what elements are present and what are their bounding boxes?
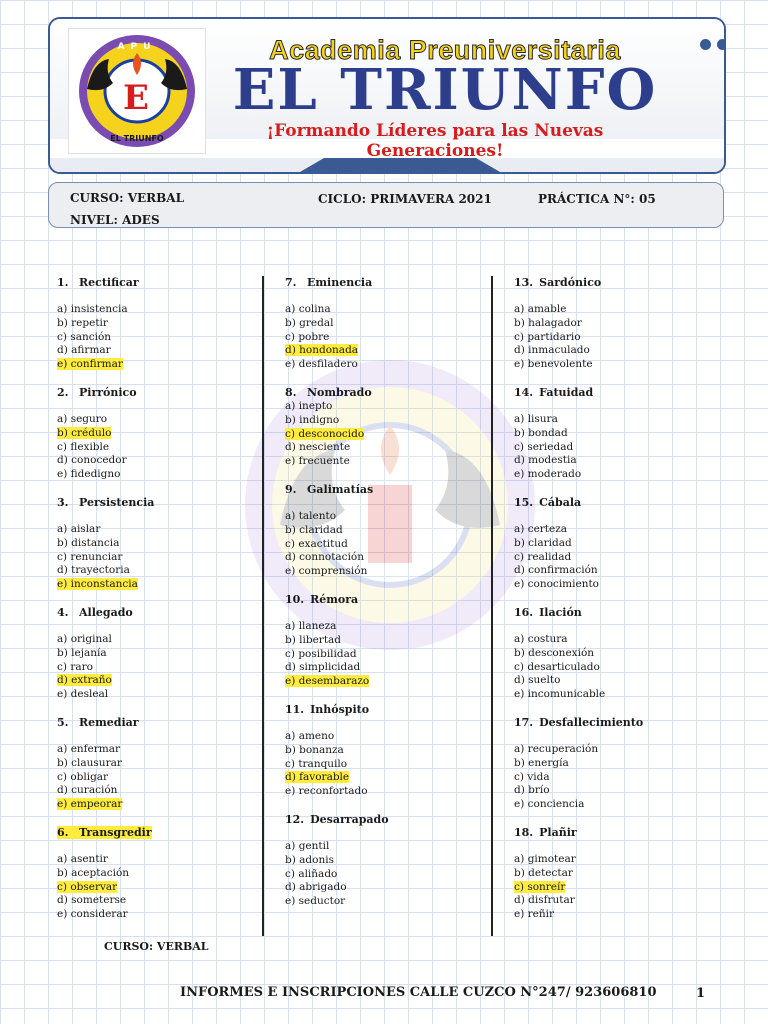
question-number: 8. <box>285 385 297 399</box>
answer-option: a) llaneza <box>285 619 337 632</box>
svg-text:APU: APU <box>117 42 157 52</box>
answer-option: e) incomunicable <box>514 688 606 701</box>
dot-icon <box>700 39 711 50</box>
question-block <box>57 826 257 936</box>
answer-option: e) reñir <box>514 908 555 921</box>
question-word: Persistencia <box>79 495 155 509</box>
question-block <box>514 826 714 936</box>
answer-option: b) bondad <box>514 426 568 439</box>
question-block <box>285 593 485 703</box>
question-word: Allegado <box>79 605 133 619</box>
logo-emblem-icon <box>69 29 205 153</box>
question-title <box>285 593 485 607</box>
answer-option: c) desarticulado <box>514 660 600 673</box>
answer-option: c) sonreír <box>514 880 566 893</box>
column-divider <box>491 276 493 936</box>
academy-title: Academia Preuniversitaria <box>269 35 621 65</box>
answer-option: c) aliñado <box>285 867 338 880</box>
question-word: Sardónico <box>539 276 602 289</box>
answer-option: a) original <box>57 632 112 645</box>
answer-option: d) suelto <box>514 674 561 687</box>
answer-option: d) inmaculado <box>514 344 590 357</box>
answer-option: c) partidario <box>514 330 581 343</box>
answer-option: a) inepto <box>285 399 333 412</box>
question-number: 5. <box>57 715 69 729</box>
question-word: Rémora <box>310 592 359 606</box>
question-block <box>514 276 714 386</box>
slogan: ¡Formando Líderes para las Nuevas Generaciones! <box>266 121 604 161</box>
answer-option: e) frecuente <box>285 455 350 468</box>
question-word: Galimatías <box>307 482 374 496</box>
answer-option: b) claridad <box>514 536 572 549</box>
answer-option: b) distancia <box>57 536 120 549</box>
answer-option: c) posibilidad <box>285 647 357 660</box>
question-word: Desfallecimiento <box>539 715 644 729</box>
question-title <box>514 496 714 510</box>
question-title <box>57 386 257 400</box>
question-block <box>285 386 485 483</box>
answer-option: b) claridad <box>285 523 343 536</box>
question-number: 9. <box>285 482 297 496</box>
question-word: Transgredir <box>79 825 152 839</box>
answer-option: b) clausurar <box>57 756 122 769</box>
question-title <box>514 606 714 620</box>
question-title <box>514 276 714 290</box>
answer-option: c) sanción <box>57 330 112 343</box>
answer-option: a) aislar <box>57 522 101 535</box>
question-column-3 <box>514 276 714 936</box>
question-word: Eminencia <box>307 276 373 289</box>
question-number: 3. <box>57 495 69 509</box>
question-title <box>57 606 257 620</box>
question-number: 18. <box>514 825 534 839</box>
question-word: Remediar <box>79 715 139 729</box>
question-title <box>57 496 257 510</box>
answer-option: c) vida <box>514 770 550 783</box>
question-block <box>514 496 714 606</box>
answer-option: c) seriedad <box>514 440 574 453</box>
answer-option: d) confirmación <box>514 564 598 577</box>
answer-option: c) exactitud <box>285 537 348 550</box>
question-number: 13. <box>514 276 534 289</box>
question-number: 17. <box>514 715 534 729</box>
question-number: 12. <box>285 812 305 826</box>
answer-option: a) insistencia <box>57 303 128 315</box>
svg-text:EL TRIUNFO: EL TRIUNFO <box>110 134 164 143</box>
question-number: 7. <box>285 276 297 289</box>
question-number: 16. <box>514 605 534 619</box>
answer-option: d) disfrutar <box>514 894 575 907</box>
practice-label: PRÁCTICA N°: 05 <box>538 192 656 206</box>
answer-option: a) amable <box>514 303 567 315</box>
answer-option: d) hondonada <box>285 344 359 357</box>
question-title <box>514 386 714 400</box>
answer-option: b) adonis <box>285 853 334 866</box>
answer-option: b) desconexión <box>514 646 595 659</box>
answer-option: d) curación <box>57 784 118 797</box>
question-title <box>57 276 257 290</box>
answer-option: b) bonanza <box>285 743 344 756</box>
question-word: Plañir <box>539 825 577 839</box>
answer-option: a) asentir <box>57 852 108 865</box>
footer-course-label: CURSO: VERBAL <box>104 940 209 953</box>
column-divider <box>262 276 264 936</box>
footer-contact: INFORMES E INSCRIPCIONES CALLE CUZCO N°247/ 923606810 <box>180 985 657 1000</box>
answer-option: c) tranquilo <box>285 757 348 770</box>
answer-option: e) conocimiento <box>514 578 600 591</box>
answer-option: e) inconstancia <box>57 578 138 591</box>
question-block <box>285 703 485 813</box>
answer-option: b) repetir <box>57 316 108 329</box>
question-block <box>514 716 714 826</box>
question-block <box>514 386 714 496</box>
answer-option: b) indigno <box>285 413 340 426</box>
answer-option: c) realidad <box>514 550 572 563</box>
answer-option: e) comprensión <box>285 565 368 578</box>
answer-option: a) ameno <box>285 729 335 742</box>
question-title <box>514 826 714 840</box>
question-title <box>285 483 485 497</box>
question-number: 2. <box>57 385 69 399</box>
page-number: 1 <box>696 986 706 1001</box>
question-word: Rectificar <box>79 276 139 289</box>
question-block <box>57 606 257 716</box>
answer-option: c) desconocido <box>285 427 365 440</box>
question-word: Desarrapado <box>310 812 389 826</box>
question-block <box>514 606 714 716</box>
answer-option: e) moderado <box>514 468 582 481</box>
academy-logo <box>68 28 206 154</box>
question-word: Cábala <box>539 495 582 509</box>
answer-option: e) considerar <box>57 908 128 921</box>
answer-option: b) aceptación <box>57 866 130 879</box>
question-number: 11. <box>285 702 305 716</box>
answer-option: d) connotación <box>285 551 365 564</box>
answer-option: a) seguro <box>57 412 108 425</box>
answer-option: a) certeza <box>514 522 568 535</box>
question-number: 15. <box>514 495 534 509</box>
question-title <box>57 826 257 840</box>
answer-option: c) raro <box>57 660 93 673</box>
question-number: 14. <box>514 385 534 399</box>
answer-option: e) conciencia <box>514 798 585 811</box>
svg-text:E: E <box>123 78 149 118</box>
question-block <box>57 716 257 826</box>
question-title <box>285 386 485 400</box>
question-number: 10. <box>285 592 305 606</box>
answer-option: e) benevolente <box>514 358 593 371</box>
dot-icon <box>717 39 726 50</box>
answer-option: d) conocedor <box>57 454 127 467</box>
answer-option: b) detectar <box>514 866 573 879</box>
question-block <box>285 276 485 386</box>
answer-option: e) desembarazo <box>285 675 370 688</box>
answer-option: d) afirmar <box>57 344 111 357</box>
answer-option: b) lejanía <box>57 646 107 659</box>
answer-option: d) brío <box>514 784 550 797</box>
answer-option: a) talento <box>285 509 337 522</box>
question-block <box>57 386 257 496</box>
answer-option: e) fidedigno <box>57 468 121 481</box>
answer-option: c) pobre <box>285 330 330 343</box>
answer-option: b) gredal <box>285 316 334 329</box>
answer-option: a) colina <box>285 303 331 315</box>
level-label: NIVEL: ADES <box>70 213 160 227</box>
answer-option: b) crédulo <box>57 426 112 439</box>
answer-option: e) desleal <box>57 688 109 701</box>
question-title <box>285 703 485 717</box>
answer-option: a) costura <box>514 632 568 645</box>
answer-option: b) halagador <box>514 316 582 329</box>
question-word: Ilación <box>539 605 582 619</box>
answer-option: d) abrigado <box>285 881 347 894</box>
answer-option: c) observar <box>57 880 118 893</box>
answer-option: d) favorable <box>285 771 350 784</box>
question-word: Fatuidad <box>539 385 594 399</box>
question-number: 4. <box>57 605 69 619</box>
answer-option: e) reconfortado <box>285 785 368 798</box>
answer-option: d) trayectoria <box>57 564 130 577</box>
question-word: Nombrado <box>307 385 372 399</box>
question-block <box>57 276 257 386</box>
answer-option: a) enfermar <box>57 742 121 755</box>
answer-option: b) energía <box>514 756 569 769</box>
answer-option: d) modestia <box>514 454 577 467</box>
question-title <box>285 813 485 827</box>
answer-option: d) someterse <box>57 894 127 907</box>
question-number: 1. <box>57 276 69 289</box>
answer-option: b) libertad <box>285 633 342 646</box>
question-column-1 <box>57 276 257 936</box>
question-column-2 <box>285 276 485 923</box>
question-number: 6. <box>57 825 69 839</box>
answer-option: c) renunciar <box>57 550 123 563</box>
answer-option: e) confirmar <box>57 358 123 371</box>
question-word: Inhóspito <box>310 702 370 716</box>
header-dots <box>700 39 726 50</box>
answer-option: d) nesciente <box>285 441 351 454</box>
answer-option: e) desfiladero <box>285 358 358 371</box>
answer-option: c) obligar <box>57 770 109 783</box>
question-block <box>285 483 485 593</box>
cycle-label: CICLO: PRIMAVERA 2021 <box>318 192 492 206</box>
question-block <box>285 813 485 923</box>
answer-option: a) lisura <box>514 412 558 425</box>
answer-option: a) gimotear <box>514 852 576 865</box>
course-label: CURSO: VERBAL <box>70 191 185 205</box>
answer-option: a) gentil <box>285 839 330 852</box>
question-title <box>285 276 485 290</box>
answer-option: c) flexible <box>57 440 110 453</box>
answer-option: e) empeorar <box>57 798 123 811</box>
question-title <box>514 716 714 730</box>
answer-option: d) extraño <box>57 674 112 687</box>
question-block <box>57 496 257 606</box>
brand-name: EL TRIUNFO <box>232 57 658 123</box>
answer-option: a) recuperación <box>514 742 599 755</box>
answer-option: e) seductor <box>285 895 346 908</box>
question-title <box>57 716 257 730</box>
question-word: Pirrónico <box>79 385 137 399</box>
answer-option: d) simplicidad <box>285 661 361 674</box>
